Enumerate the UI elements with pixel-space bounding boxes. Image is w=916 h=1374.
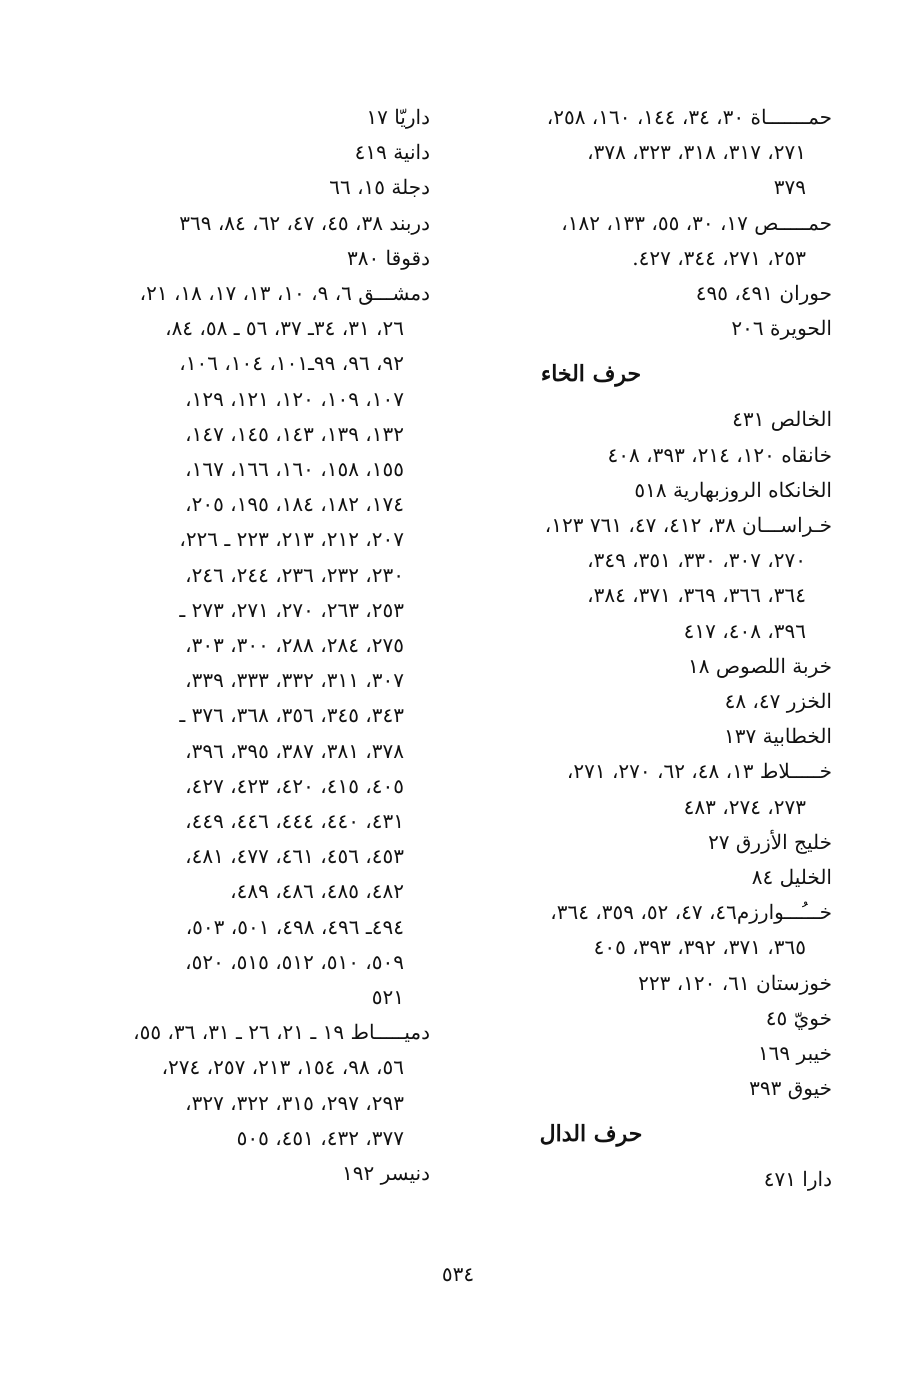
- entry-line: دانية ٤١٩: [354, 140, 430, 165]
- entry-continuation-line: ٣٧٧، ٤٣٢، ٤٥١، ٥٠٥: [236, 1125, 404, 1150]
- index-entry: [470, 206, 832, 276]
- entry-continuation-line: ٤٨٢، ٤٨٥، ٤٨٦، ٤٨٩،: [230, 879, 404, 904]
- index-entry: [470, 276, 832, 311]
- entry-continuation-line: ٩٢، ٩٦، ٩٩ـ١٠١، ١٠٤، ١٠٦،: [179, 351, 404, 376]
- entry-continuation-line: ٢٥٣، ٢٦٣، ٢٧٠، ٢٧١، ٢٧٣ ـ: [179, 597, 404, 622]
- entry-continuation-line: ٣٦٤، ٣٦٦، ٣٦٩، ٣٧١، ٣٨٤،: [587, 583, 806, 608]
- entry-continuation-line: ٢٧٣، ٢٧٤، ٤٨٣: [683, 794, 806, 819]
- entry-line: دقوقا ٣٨٠: [346, 245, 430, 270]
- index-entry: [72, 1156, 430, 1191]
- index-entry: [470, 1001, 832, 1036]
- index-entry: [470, 684, 832, 719]
- entry-continuation-line: ٣٩٦، ٤٠٨، ٤١٧: [683, 618, 806, 643]
- entry-line: خيبر ١٦٩: [757, 1041, 832, 1066]
- index-entry: [470, 754, 832, 824]
- entry-continuation-line: ١٧٤، ١٨٢، ١٨٤، ١٩٥، ٢٠٥،: [185, 492, 404, 517]
- index-entry: [72, 100, 430, 135]
- entry-line: حوران ٤٩١، ٤٩٥: [695, 281, 832, 306]
- entry-line: داريّا ١٧: [366, 105, 430, 129]
- entry-continuation-line: ٥٠٩، ٥١٠، ٥١٢، ٥١٥، ٥٢٠،: [185, 949, 404, 974]
- entry-line: خـــُـــوارزم٤٦، ٤٧، ٥٢، ٣٥٩، ٣٦٤،: [550, 900, 832, 925]
- entry-line: الحويرة ٢٠٦: [731, 316, 832, 341]
- index-column-right: [470, 100, 832, 1198]
- entry-continuation-line: ٣٦٥، ٣٧١، ٣٩٢، ٣٩٣، ٤٠٥: [593, 935, 806, 960]
- entry-line: دنيسر ١٩٢: [342, 1161, 430, 1186]
- entry-continuation-line: ٢٥٣، ٢٧١، ٣٤٤، ٤٢٧.: [632, 245, 806, 270]
- entry-continuation-line: ٢٦، ٣١، ٣٤ـ ٣٧، ٥٦ ـ ٥٨، ٨٤،: [165, 316, 404, 341]
- entry-line: دارا ٤٧١: [763, 1167, 832, 1192]
- index-entry: [470, 1162, 832, 1197]
- entry-line: خـــــلاط ١٣، ٤٨، ٦٢، ٢٧٠، ٢٧١،: [566, 759, 832, 784]
- section-heading: حرف الخاء: [540, 361, 642, 388]
- entry-continuation-line: ٢٧٥، ٢٨٤، ٢٨٨، ٣٠٠، ٣٠٣،: [185, 633, 404, 658]
- index-entry: [470, 825, 832, 860]
- entry-line: خيوق ٣٩٣: [749, 1076, 832, 1101]
- index-entry: [470, 100, 832, 206]
- entry-continuation-line: ٢٩٣، ٢٩٧، ٣١٥، ٣٢٢، ٣٢٧،: [185, 1090, 404, 1115]
- entry-line: الخزر ٤٧، ٤٨: [724, 689, 832, 714]
- entry-line: خليج الأزرق ٢٧: [708, 829, 832, 854]
- entry-line: حمـــــص ١٧، ٣٠، ٥٥، ١٣٣، ١٨٢،: [561, 210, 832, 235]
- index-entry: [470, 402, 832, 437]
- entry-continuation-line: ٢٧٠، ٣٠٧، ٣٣٠، ٣٥١، ٣٤٩،: [587, 548, 806, 573]
- entry-line: دمشـــق ٦، ٩، ١٠، ١٣، ١٧، ١٨، ٢١،: [139, 281, 430, 306]
- index-entry: [470, 508, 832, 649]
- page-number: ٥٣٤: [441, 1262, 475, 1286]
- entry-continuation-line: ٣٧٩: [773, 175, 806, 200]
- entry-continuation-line: ٥٦، ٩٨، ١٥٤، ٢١٣، ٢٥٧، ٢٧٤،: [161, 1055, 404, 1080]
- index-entry: [470, 438, 832, 473]
- entry-continuation-line: ٣٧٨، ٣٨١، ٣٨٧، ٣٩٥، ٣٩٦،: [185, 738, 404, 763]
- index-entry: [470, 860, 832, 895]
- index-entry: [470, 966, 832, 1001]
- entry-line: دربند ٣٨، ٤٥، ٤٧، ٦٢، ٨٤، ٣٦٩: [179, 210, 430, 235]
- index-entry: [470, 473, 832, 508]
- entry-continuation-line: ١٠٧، ١٠٩، ١٢٠، ١٢١، ١٢٩،: [185, 386, 404, 411]
- entry-line: خانقاه ١٢٠، ٢١٤، ٣٩٣، ٤٠٨: [607, 442, 832, 467]
- entry-continuation-line: ٣٠٧، ٣١١، ٣٣٢، ٣٣٣، ٣٣٩،: [185, 668, 404, 693]
- index-entry: [470, 1036, 832, 1071]
- entry-line: خويّ ٤٥: [765, 1005, 832, 1030]
- entry-continuation-line: ٤٠٥، ٤١٥، ٤٢٠، ٤٢٣، ٤٢٧،: [185, 773, 404, 798]
- index-entry: [72, 241, 430, 276]
- index-entry: [72, 206, 430, 241]
- index-entry: [72, 276, 430, 1015]
- entry-continuation-line: ٤٣١، ٤٤٠، ٤٤٤، ٤٤٦، ٤٤٩،: [185, 809, 404, 834]
- entry-line: الخالص ٤٣١: [732, 407, 832, 432]
- entry-line: حمـــــــاة ٣٠، ٣٤، ١٤٤، ١٦٠، ٢٥٨،: [546, 105, 832, 129]
- index-entry: [470, 719, 832, 754]
- entry-line: دميـــــاط ١٩ ـ ٢١، ٢٦ ـ ٣١، ٣٦، ٥٥،: [133, 1020, 430, 1045]
- entry-continuation-line: ٢٣٠، ٢٣٢، ٢٣٦، ٢٤٤، ٢٤٦،: [185, 562, 404, 587]
- entry-line: دجلة ١٥، ٦٦: [329, 175, 430, 200]
- index-entry: [72, 1015, 430, 1156]
- entry-continuation-line: ٣٤٣، ٣٤٥، ٣٥٦، ٣٦٨، ٣٧٦ ـ: [179, 703, 404, 728]
- index-entry: [470, 895, 832, 965]
- index-entry: [470, 649, 832, 684]
- entry-continuation-line: ١٣٢، ١٣٩، ١٤٣، ١٤٥، ١٤٧،: [185, 421, 404, 446]
- entry-continuation-line: ٢٠٧، ٢١٢، ٢١٣، ٢٢٣ ـ ٢٢٦،: [179, 527, 404, 552]
- entry-continuation-line: ٤٩٤ـ ٤٩٦، ٤٩٨، ٥٠١، ٥٠٣،: [185, 914, 404, 939]
- entry-line: الخطابية ١٣٧: [724, 724, 832, 749]
- entry-continuation-line: ٤٥٣، ٤٥٦، ٤٦١، ٤٧٧، ٤٨١،: [185, 844, 404, 869]
- entry-line: خـراســـان ٣٨، ٤١٢، ٤٧، ٧٦١ ١٢٣،: [544, 513, 832, 538]
- index-column-left: [72, 100, 430, 1191]
- entry-line: خربة اللصوص ١٨: [687, 653, 832, 678]
- entry-line: الخليل ٨٤: [751, 865, 832, 890]
- index-entry: [470, 311, 832, 346]
- entry-continuation-line: ١٥٥، ١٥٨، ١٦٠، ١٦٦، ١٦٧،: [185, 457, 404, 482]
- section-heading: حرف الدال: [539, 1121, 643, 1148]
- index-entry: [470, 1071, 832, 1106]
- index-entry: [72, 135, 430, 170]
- index-entry: [72, 170, 430, 205]
- entry-continuation-line: ٥٢١: [371, 985, 404, 1010]
- entry-line: الخانكاه الروزبهارية ٥١٨: [634, 477, 832, 502]
- entry-line: خوزستان ٦١، ١٢٠، ٢٢٣: [638, 970, 832, 995]
- entry-continuation-line: ٢٧١، ٣١٧، ٣١٨، ٣٢٣، ٣٧٨،: [587, 140, 806, 165]
